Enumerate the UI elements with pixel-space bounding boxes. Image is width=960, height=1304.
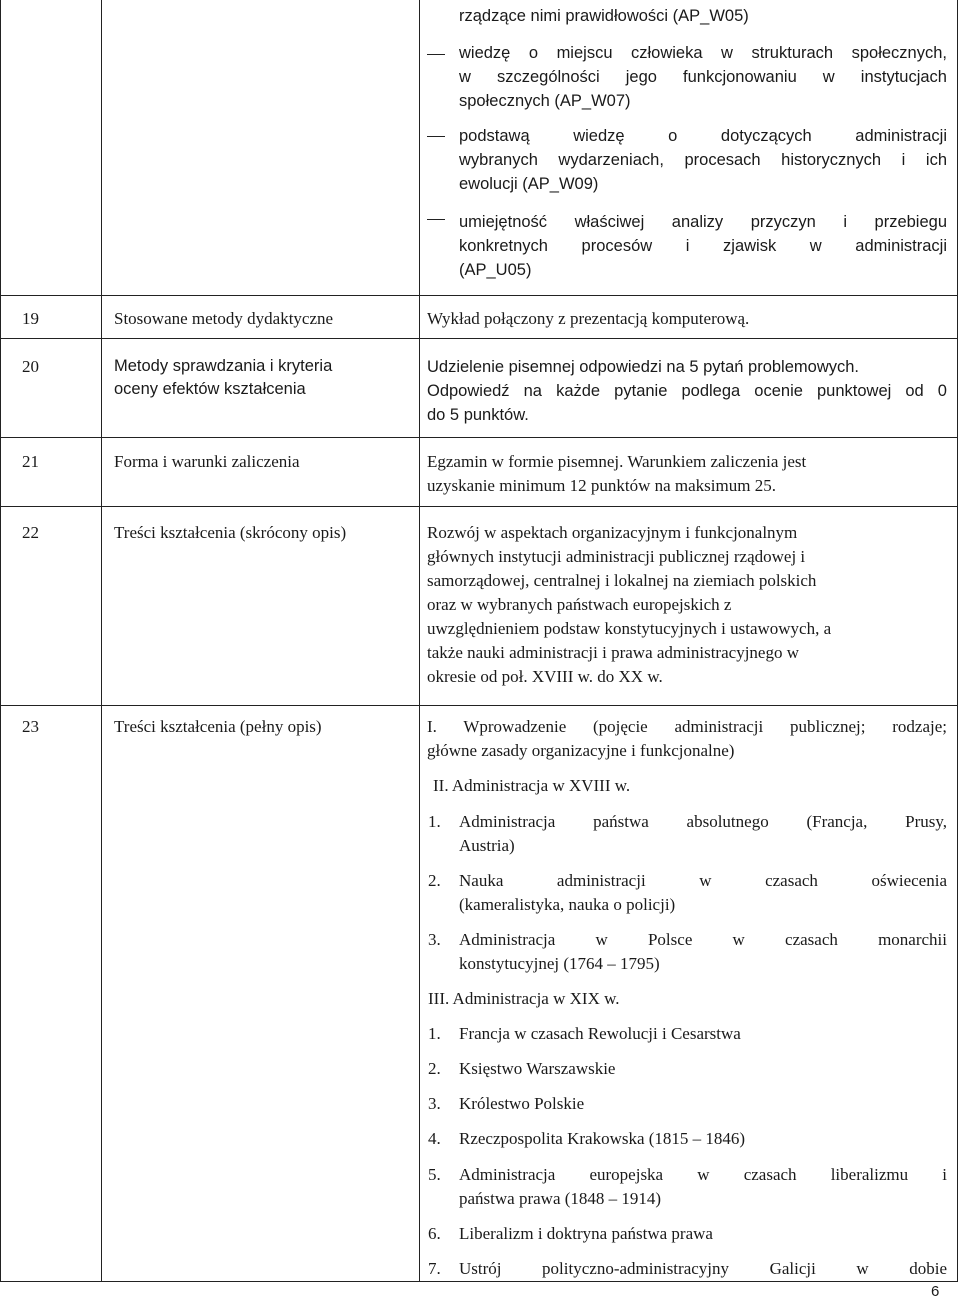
- column-divider-label: [419, 0, 420, 1281]
- table-border-right: [957, 0, 958, 1281]
- list-number: 1.: [428, 812, 441, 831]
- dash-bullet: [427, 136, 445, 137]
- table-border-bottom: [0, 1281, 958, 1282]
- row-label-23: Treści kształcenia (pełny opis): [114, 717, 322, 736]
- learning-outcome-w09: podstawą wiedzę o dotyczących administracji wybranych wydarzeniach, procesach historycznych i ich ewolucji (AP_W09): [459, 127, 947, 193]
- list-item: Administracja europejska w czasach liberalizmu i państwa prawa (1848 – 1914): [459, 1165, 947, 1208]
- section-heading-xviii: II. Administracja w XVIII w.: [433, 776, 631, 795]
- list-item: Administracja państwa absolutnego (Francja, Prusy, Austria): [459, 812, 947, 855]
- row-number-21: 21: [22, 452, 39, 471]
- dash-bullet: [427, 54, 445, 55]
- list-number: 1.: [428, 1024, 441, 1043]
- row-label-20: Metody sprawdzania i kryteria oceny efektów kształcenia: [114, 357, 333, 398]
- list-item: Ustrój polityczno-administracyjny Galicji w dobie: [459, 1259, 947, 1278]
- list-number: 3.: [428, 930, 441, 949]
- row-divider-19: [0, 295, 958, 296]
- row-number-20: 20: [22, 357, 39, 376]
- row-number-22: 22: [22, 523, 39, 542]
- dash-bullet: [427, 219, 445, 220]
- row-number-23: 23: [22, 717, 39, 736]
- row-label-19: Stosowane metody dydaktyczne: [114, 309, 334, 328]
- list-number: 7.: [428, 1259, 441, 1278]
- list-item: Administracja w Polsce w czasach monarchii konstytucyjnej (1764 – 1795): [459, 930, 947, 973]
- row-divider-22: [0, 506, 958, 507]
- row-content-21: Egzamin w formie pisemnej. Warunkiem zaliczenia jest uzyskanie minimum 12 punktów na maksimum 25.: [427, 452, 807, 495]
- row-divider-23: [0, 705, 958, 706]
- row-number-19: 19: [22, 309, 39, 328]
- learning-outcome-u05: umiejętność właściwej analizy przyczyn i przebiegu konkretnych procesów i zjawisk w administracji (AP_U05): [459, 213, 947, 279]
- list-item: Królestwo Polskie: [459, 1094, 585, 1113]
- learning-outcome-w07: wiedzę o miejscu człowieka w strukturach społecznych, w szczególności jego funkcjonowaniu w instytucjach społecznych (AP_W07): [459, 44, 947, 110]
- list-item: Rzeczpospolita Krakowska (1815 – 1846): [459, 1129, 746, 1148]
- row-content-22: Rozwój w aspektach organizacyjnym i funkcjonalnym głównych instytucji administracji publicznej rządowej i samorządowej, centralnej i lokalnej na ziemiach polskich oraz w wybranych państwach europejskich z uwzględnieniem podstaw konstytucyjnych i ustawowych, a także nauki administracji i prawa administracyjnego w okresie od poł. XVIII w. do XX w.: [427, 523, 832, 686]
- row-divider-20: [0, 338, 958, 339]
- list-number: 5.: [428, 1165, 441, 1184]
- learning-outcome-w05: rządzące nimi prawidłowości (AP_W05): [459, 7, 749, 25]
- list-item: Liberalizm i doktryna państwa prawa: [459, 1224, 713, 1243]
- list-item: Księstwo Warszawskie: [459, 1059, 616, 1078]
- row-label-22: Treści kształcenia (skrócony opis): [114, 523, 347, 542]
- list-item: Francja w czasach Rewolucji i Cesarstwa: [459, 1024, 741, 1043]
- list-number: 2.: [428, 871, 441, 890]
- row-divider-21: [0, 437, 958, 438]
- row-content-20: Udzielenie pisemnej odpowiedzi na 5 pytań problemowych. Odpowiedź na każde pytanie podlega ocenie punktowej od 0 do 5 punktów.: [427, 358, 947, 424]
- section-intro: I. Wprowadzenie (pojęcie administracji publicznej; rodzaje; główne zasady organizacyjne i funkcjonalne): [427, 717, 947, 760]
- row-label-21: Forma i warunki zaliczenia: [114, 452, 300, 471]
- section-heading-xix: III. Administracja w XIX w.: [428, 989, 620, 1008]
- column-divider-number: [101, 0, 102, 1281]
- page-number: 6: [931, 1283, 940, 1300]
- table-border-left: [0, 0, 1, 1281]
- row-content-19: Wykład połączony z prezentacją komputerową.: [427, 309, 750, 328]
- list-number: 3.: [428, 1094, 441, 1113]
- list-number: 4.: [428, 1129, 441, 1148]
- list-item: Nauka administracji w czasach oświecenia (kameralistyka, nauka o policji): [459, 871, 947, 914]
- list-number: 2.: [428, 1059, 441, 1078]
- list-number: 6.: [428, 1224, 441, 1243]
